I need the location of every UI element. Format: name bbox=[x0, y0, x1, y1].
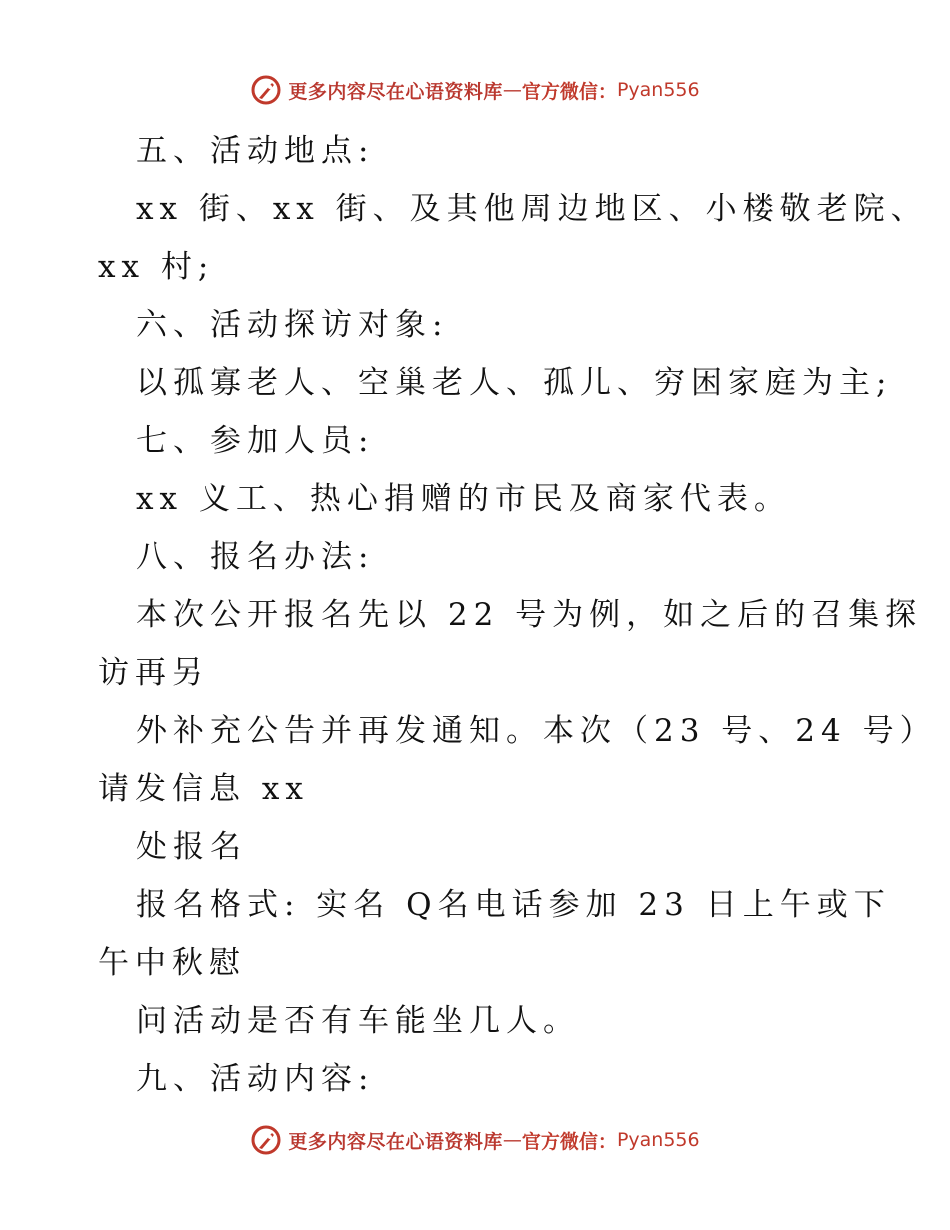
banner-dash: — bbox=[502, 79, 522, 101]
footer-banner bbox=[0, 1120, 950, 1160]
body-line: 问活动是否有车能坐几人。 bbox=[136, 1003, 580, 1039]
body-line: 本次公开报名先以 22 号为例，如之后的召集探 bbox=[136, 597, 923, 633]
banner-wechat-id: Pyan556 bbox=[616, 79, 700, 101]
banner-wechat-id: Pyan556 bbox=[616, 1129, 700, 1151]
quill-logo-icon bbox=[250, 74, 282, 106]
body-line: 九、活动内容: bbox=[136, 1061, 375, 1097]
banner-wechat-label: 官方微信： bbox=[521, 80, 617, 103]
body-line: xx 村; bbox=[98, 249, 215, 285]
body-line: 以孤寡老人、空巢老人、孤儿、穷困家庭为主; bbox=[136, 365, 893, 401]
body-line: xx 义工、热心捐赠的市民及商家代表。 bbox=[136, 481, 791, 517]
quill-logo-icon bbox=[250, 1124, 282, 1156]
header-banner bbox=[0, 70, 950, 110]
body-line: 八、报名办法: bbox=[136, 539, 375, 575]
banner-main-text: 更多内容尽在心语资料库 bbox=[288, 80, 503, 103]
body-line: 外补充公告并再发通知。本次（23 号、24 号） bbox=[136, 713, 937, 749]
body-line: 五、活动地点: bbox=[136, 133, 375, 169]
banner-dash: — bbox=[502, 1129, 522, 1151]
body-line: 午中秋慰 bbox=[98, 945, 246, 981]
banner-main-text: 更多内容尽在心语资料库 bbox=[288, 1130, 503, 1153]
document-body bbox=[98, 122, 937, 1108]
banner-wechat-label: 官方微信： bbox=[521, 1130, 617, 1153]
body-line: xx 街、xx 街、及其他周边地区、小楼敬老院、 bbox=[136, 191, 928, 227]
body-line: 处报名 bbox=[136, 829, 247, 865]
body-line: 请发信息 xx bbox=[98, 771, 309, 807]
body-line: 七、参加人员: bbox=[136, 423, 375, 459]
body-line: 访再另 bbox=[98, 655, 209, 691]
body-line: 六、活动探访对象: bbox=[136, 307, 449, 343]
body-line: 报名格式: 实名 Q名电话参加 23 日上午或下 bbox=[136, 887, 891, 923]
